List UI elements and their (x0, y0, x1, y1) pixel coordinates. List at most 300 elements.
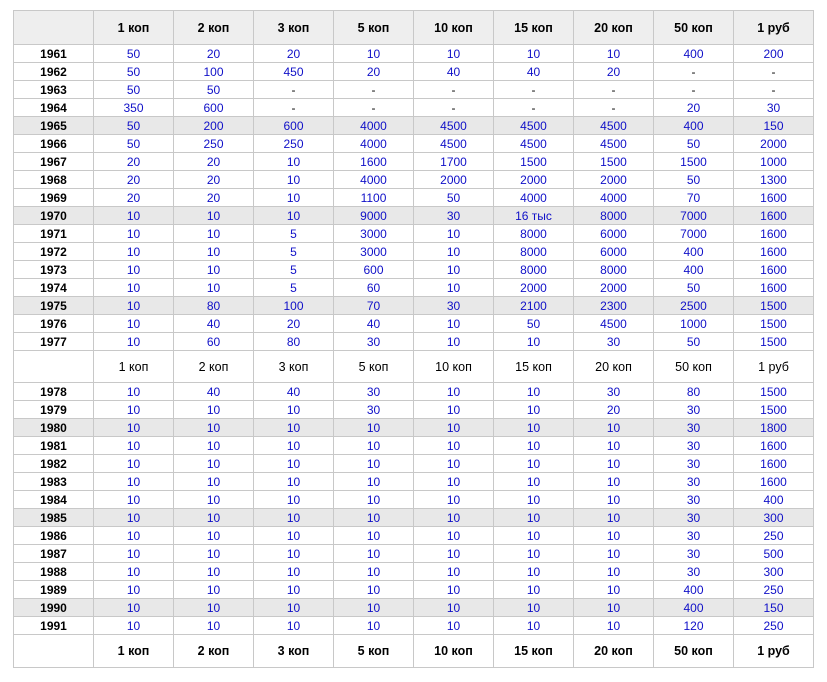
value-cell: 350 (94, 99, 174, 117)
value-cell: 50 (414, 189, 494, 207)
value-cell: 4500 (414, 117, 494, 135)
table-row (14, 225, 814, 243)
value-cell: 30 (654, 545, 734, 563)
value-cell: 70 (334, 297, 414, 315)
year-cell: 1973 (14, 261, 94, 279)
value-cell: 1000 (654, 315, 734, 333)
value-cell: 10 (254, 617, 334, 635)
value-cell: 50 (654, 135, 734, 153)
year-cell: 1991 (14, 617, 94, 635)
value-cell: 10 (94, 207, 174, 225)
value-cell: 10 (174, 473, 254, 491)
coin-table-wrapper (13, 10, 814, 668)
table-row (14, 581, 814, 599)
table-row (14, 63, 814, 81)
year-cell: 1986 (14, 527, 94, 545)
value-cell: 10 (494, 599, 574, 617)
value-cell: 500 (734, 545, 814, 563)
year-cell: 1987 (14, 545, 94, 563)
value-cell: 10 (94, 527, 174, 545)
value-cell: 4500 (574, 135, 654, 153)
year-cell: 1961 (14, 45, 94, 63)
value-cell: 20 (174, 45, 254, 63)
value-cell: 10 (174, 455, 254, 473)
value-cell: 50 (94, 135, 174, 153)
value-cell: 10 (334, 599, 414, 617)
value-cell: 2500 (654, 297, 734, 315)
value-cell: 10 (414, 419, 494, 437)
value-cell: 30 (414, 207, 494, 225)
value-cell: 10 (494, 545, 574, 563)
table-row (14, 45, 814, 63)
value-cell: 10 (494, 617, 574, 635)
value-cell: 250 (734, 581, 814, 599)
year-cell: 1965 (14, 117, 94, 135)
denomination-label: 1 руб (734, 351, 814, 383)
table-row (14, 135, 814, 153)
value-cell: 10 (334, 545, 414, 563)
year-cell: 1982 (14, 455, 94, 473)
value-cell: 10 (174, 563, 254, 581)
value-cell: 40 (174, 315, 254, 333)
value-cell: 1500 (734, 315, 814, 333)
denomination-label: 50 коп (654, 351, 734, 383)
value-cell: 10 (494, 509, 574, 527)
value-cell: 10 (574, 563, 654, 581)
table-row (14, 599, 814, 617)
table-row (14, 401, 814, 419)
value-cell: 4000 (334, 135, 414, 153)
value-cell: 6000 (574, 225, 654, 243)
value-cell: 10 (94, 563, 174, 581)
table-row (14, 261, 814, 279)
denomination-label: 50 коп (654, 635, 734, 668)
value-cell: 1500 (734, 401, 814, 419)
denomination-label: 10 коп (414, 635, 494, 668)
value-cell: 10 (414, 491, 494, 509)
value-cell: 30 (334, 401, 414, 419)
value-cell: 200 (734, 45, 814, 63)
value-cell: 7000 (654, 207, 734, 225)
column-header: 5 коп (334, 11, 414, 45)
value-cell: 400 (654, 599, 734, 617)
value-cell: 10 (494, 527, 574, 545)
value-cell: 10 (334, 563, 414, 581)
year-cell: 1985 (14, 509, 94, 527)
value-cell: 10 (254, 599, 334, 617)
value-cell: 1000 (734, 153, 814, 171)
value-cell: 10 (414, 243, 494, 261)
value-cell: 10 (174, 243, 254, 261)
column-header: 1 руб (734, 11, 814, 45)
value-cell: 250 (734, 527, 814, 545)
value-cell: 2000 (494, 279, 574, 297)
column-header: 3 коп (254, 11, 334, 45)
value-cell: 60 (174, 333, 254, 351)
value-cell: 4500 (494, 117, 574, 135)
value-cell: 30 (334, 383, 414, 401)
value-cell: 10 (174, 261, 254, 279)
value-cell: 1600 (734, 207, 814, 225)
value-cell: 10 (254, 527, 334, 545)
table-header (14, 11, 814, 45)
table-row (14, 81, 814, 99)
value-cell: - (654, 81, 734, 99)
denomination-label: 20 коп (574, 635, 654, 668)
denomination-label: 3 коп (254, 635, 334, 668)
value-cell: 400 (654, 117, 734, 135)
value-cell: 10 (94, 455, 174, 473)
value-cell: 10 (334, 45, 414, 63)
value-cell: 50 (94, 63, 174, 81)
value-cell: 10 (574, 437, 654, 455)
year-cell: 1988 (14, 563, 94, 581)
value-cell: 10 (574, 45, 654, 63)
value-cell: 1600 (734, 189, 814, 207)
value-cell: 10 (174, 545, 254, 563)
value-cell: 10 (414, 401, 494, 419)
value-cell: 10 (334, 491, 414, 509)
value-cell: 20 (254, 315, 334, 333)
table-row (14, 117, 814, 135)
value-cell: 1300 (734, 171, 814, 189)
value-cell: 10 (574, 455, 654, 473)
table-row (14, 455, 814, 473)
value-cell: 8000 (574, 207, 654, 225)
value-cell: 10 (254, 419, 334, 437)
value-cell: 10 (334, 527, 414, 545)
value-cell: 1500 (734, 383, 814, 401)
value-cell: 10 (94, 599, 174, 617)
value-cell: 4500 (574, 117, 654, 135)
value-cell: 20 (574, 63, 654, 81)
year-cell: 1983 (14, 473, 94, 491)
value-cell: 10 (94, 383, 174, 401)
value-cell: 9000 (334, 207, 414, 225)
value-cell: 200 (174, 117, 254, 135)
value-cell: 100 (254, 297, 334, 315)
table-row (14, 153, 814, 171)
value-cell: 50 (494, 315, 574, 333)
value-cell: 10 (414, 279, 494, 297)
year-cell: 1976 (14, 315, 94, 333)
value-cell: 10 (254, 401, 334, 419)
value-cell: 50 (654, 279, 734, 297)
value-cell: 10 (94, 617, 174, 635)
header-row (14, 11, 814, 45)
year-cell: 1968 (14, 171, 94, 189)
year-cell: 1979 (14, 401, 94, 419)
value-cell: 40 (174, 383, 254, 401)
value-cell: 10 (414, 617, 494, 635)
column-header: 15 коп (494, 11, 574, 45)
column-header: 2 коп (174, 11, 254, 45)
value-cell: 3000 (334, 243, 414, 261)
value-cell: 30 (654, 509, 734, 527)
value-cell: 1500 (734, 297, 814, 315)
value-cell: 20 (174, 153, 254, 171)
value-cell: 10 (94, 581, 174, 599)
value-cell: 10 (574, 473, 654, 491)
value-cell: - (334, 99, 414, 117)
value-cell: 2100 (494, 297, 574, 315)
value-cell: 10 (494, 419, 574, 437)
value-cell: 10 (174, 437, 254, 455)
table-row (14, 383, 814, 401)
value-cell: 10 (174, 617, 254, 635)
denomination-label: 1 руб (734, 635, 814, 668)
value-cell: - (414, 81, 494, 99)
denomination-label: 2 коп (174, 635, 254, 668)
year-cell: 1974 (14, 279, 94, 297)
value-cell: 2000 (574, 171, 654, 189)
value-cell: 10 (254, 473, 334, 491)
value-cell: 400 (734, 491, 814, 509)
table-row (14, 491, 814, 509)
table-row (14, 473, 814, 491)
value-cell: 70 (654, 189, 734, 207)
value-cell: 10 (254, 455, 334, 473)
value-cell: 8000 (494, 261, 574, 279)
value-cell: 600 (334, 261, 414, 279)
value-cell: 2000 (734, 135, 814, 153)
value-cell: 10 (174, 279, 254, 297)
column-header: 1 коп (94, 11, 174, 45)
value-cell: 10 (334, 455, 414, 473)
value-cell: 30 (654, 491, 734, 509)
table-row (14, 419, 814, 437)
value-cell: 1500 (494, 153, 574, 171)
table-row (14, 189, 814, 207)
value-cell: 10 (414, 333, 494, 351)
value-cell: 80 (174, 297, 254, 315)
value-cell: 20 (94, 189, 174, 207)
value-cell: 1600 (734, 473, 814, 491)
value-cell: 20 (174, 189, 254, 207)
value-cell: 80 (254, 333, 334, 351)
table-row (14, 99, 814, 117)
value-cell: 10 (494, 563, 574, 581)
value-cell: 250 (254, 135, 334, 153)
value-cell: 10 (254, 491, 334, 509)
value-cell: 10 (494, 455, 574, 473)
empty-cell (14, 635, 94, 668)
table-body (14, 45, 814, 668)
value-cell: 50 (94, 117, 174, 135)
value-cell: 40 (254, 383, 334, 401)
value-cell: 1600 (734, 279, 814, 297)
value-cell: 16 тыс (494, 207, 574, 225)
value-cell: 400 (654, 45, 734, 63)
value-cell: 150 (734, 599, 814, 617)
value-cell: 10 (94, 225, 174, 243)
value-cell: 1500 (574, 153, 654, 171)
value-cell: 3000 (334, 225, 414, 243)
column-header: 50 коп (654, 11, 734, 45)
value-cell: 10 (174, 225, 254, 243)
denomination-label: 1 коп (94, 635, 174, 668)
value-cell: 300 (734, 509, 814, 527)
table-row (14, 315, 814, 333)
denomination-label: 20 коп (574, 351, 654, 383)
table-row (14, 171, 814, 189)
value-cell: 10 (254, 509, 334, 527)
value-cell: 10 (334, 581, 414, 599)
value-cell: 50 (654, 171, 734, 189)
value-cell: 4000 (334, 171, 414, 189)
value-cell: 10 (574, 599, 654, 617)
column-header: 20 коп (574, 11, 654, 45)
value-cell: 10 (254, 581, 334, 599)
value-cell: 50 (174, 81, 254, 99)
value-cell: 1500 (654, 153, 734, 171)
table-row (14, 333, 814, 351)
value-cell: 8000 (574, 261, 654, 279)
value-cell: 2000 (574, 279, 654, 297)
table-row (14, 545, 814, 563)
value-cell: 1600 (734, 455, 814, 473)
year-cell: 1967 (14, 153, 94, 171)
value-cell: 1700 (414, 153, 494, 171)
value-cell: - (574, 81, 654, 99)
value-cell: 4000 (334, 117, 414, 135)
value-cell: 30 (334, 333, 414, 351)
table-row (14, 279, 814, 297)
denomination-label: 5 коп (334, 635, 414, 668)
value-cell: 80 (654, 383, 734, 401)
year-cell: 1963 (14, 81, 94, 99)
value-cell: 10 (414, 261, 494, 279)
value-cell: 10 (494, 401, 574, 419)
denomination-label: 2 коп (174, 351, 254, 383)
value-cell: 1600 (734, 225, 814, 243)
year-cell: 1972 (14, 243, 94, 261)
value-cell: - (734, 81, 814, 99)
value-cell: 4500 (574, 315, 654, 333)
value-cell: - (494, 81, 574, 99)
value-cell: 10 (174, 491, 254, 509)
value-cell: 50 (94, 81, 174, 99)
value-cell: 1600 (734, 243, 814, 261)
column-header: 10 коп (414, 11, 494, 45)
value-cell: 250 (734, 617, 814, 635)
value-cell: 10 (254, 189, 334, 207)
value-cell: 2000 (414, 171, 494, 189)
year-cell: 1990 (14, 599, 94, 617)
value-cell: 10 (94, 473, 174, 491)
value-cell: 10 (334, 419, 414, 437)
value-cell: 10 (94, 261, 174, 279)
year-cell: 1989 (14, 581, 94, 599)
value-cell: 5 (254, 225, 334, 243)
value-cell: 10 (574, 581, 654, 599)
value-cell: 10 (94, 545, 174, 563)
year-cell: 1971 (14, 225, 94, 243)
value-cell: 10 (94, 401, 174, 419)
value-cell: 4500 (494, 135, 574, 153)
value-cell: 250 (174, 135, 254, 153)
year-cell: 1966 (14, 135, 94, 153)
value-cell: 1100 (334, 189, 414, 207)
value-cell: 10 (174, 599, 254, 617)
denomination-label: 5 коп (334, 351, 414, 383)
value-cell: 40 (414, 63, 494, 81)
value-cell: 30 (654, 401, 734, 419)
value-cell: 10 (494, 45, 574, 63)
year-cell: 1975 (14, 297, 94, 315)
value-cell: 10 (414, 315, 494, 333)
table-row (14, 243, 814, 261)
value-cell: 30 (654, 419, 734, 437)
value-cell: 10 (334, 437, 414, 455)
value-cell: 30 (574, 333, 654, 351)
value-cell: 400 (654, 261, 734, 279)
value-cell: 1600 (734, 437, 814, 455)
footer-row (14, 635, 814, 668)
value-cell: 10 (254, 153, 334, 171)
value-cell: 10 (494, 333, 574, 351)
value-cell: - (334, 81, 414, 99)
year-cell: 1962 (14, 63, 94, 81)
value-cell: 20 (334, 63, 414, 81)
value-cell: 20 (94, 171, 174, 189)
value-cell: 600 (174, 99, 254, 117)
value-cell: 120 (654, 617, 734, 635)
value-cell: 10 (94, 333, 174, 351)
value-cell: - (254, 99, 334, 117)
value-cell: - (254, 81, 334, 99)
value-cell: 10 (414, 383, 494, 401)
value-cell: 5 (254, 243, 334, 261)
value-cell: 10 (174, 401, 254, 419)
value-cell: 30 (654, 527, 734, 545)
denomination-label: 10 коп (414, 351, 494, 383)
value-cell: 7000 (654, 225, 734, 243)
value-cell: 400 (654, 581, 734, 599)
value-cell: 1600 (334, 153, 414, 171)
value-cell: 10 (94, 279, 174, 297)
value-cell: 10 (94, 297, 174, 315)
value-cell: 10 (574, 509, 654, 527)
year-cell: 1964 (14, 99, 94, 117)
value-cell: 30 (574, 383, 654, 401)
denomination-label: 15 коп (494, 351, 574, 383)
value-cell: 50 (654, 333, 734, 351)
value-cell: 10 (94, 315, 174, 333)
value-cell: 10 (414, 599, 494, 617)
value-cell: 10 (254, 563, 334, 581)
value-cell: - (494, 99, 574, 117)
value-cell: 8000 (494, 243, 574, 261)
year-cell: 1984 (14, 491, 94, 509)
value-cell: 40 (334, 315, 414, 333)
value-cell: - (574, 99, 654, 117)
value-cell: 10 (414, 45, 494, 63)
value-cell: 5 (254, 261, 334, 279)
year-cell: 1978 (14, 383, 94, 401)
value-cell: 10 (94, 437, 174, 455)
value-cell: 10 (254, 171, 334, 189)
value-cell: 10 (494, 491, 574, 509)
value-cell: 30 (654, 473, 734, 491)
value-cell: 40 (494, 63, 574, 81)
middle-header-row (14, 351, 814, 383)
value-cell: 1800 (734, 419, 814, 437)
value-cell: 10 (574, 419, 654, 437)
value-cell: 60 (334, 279, 414, 297)
value-cell: 30 (654, 437, 734, 455)
year-cell: 1980 (14, 419, 94, 437)
